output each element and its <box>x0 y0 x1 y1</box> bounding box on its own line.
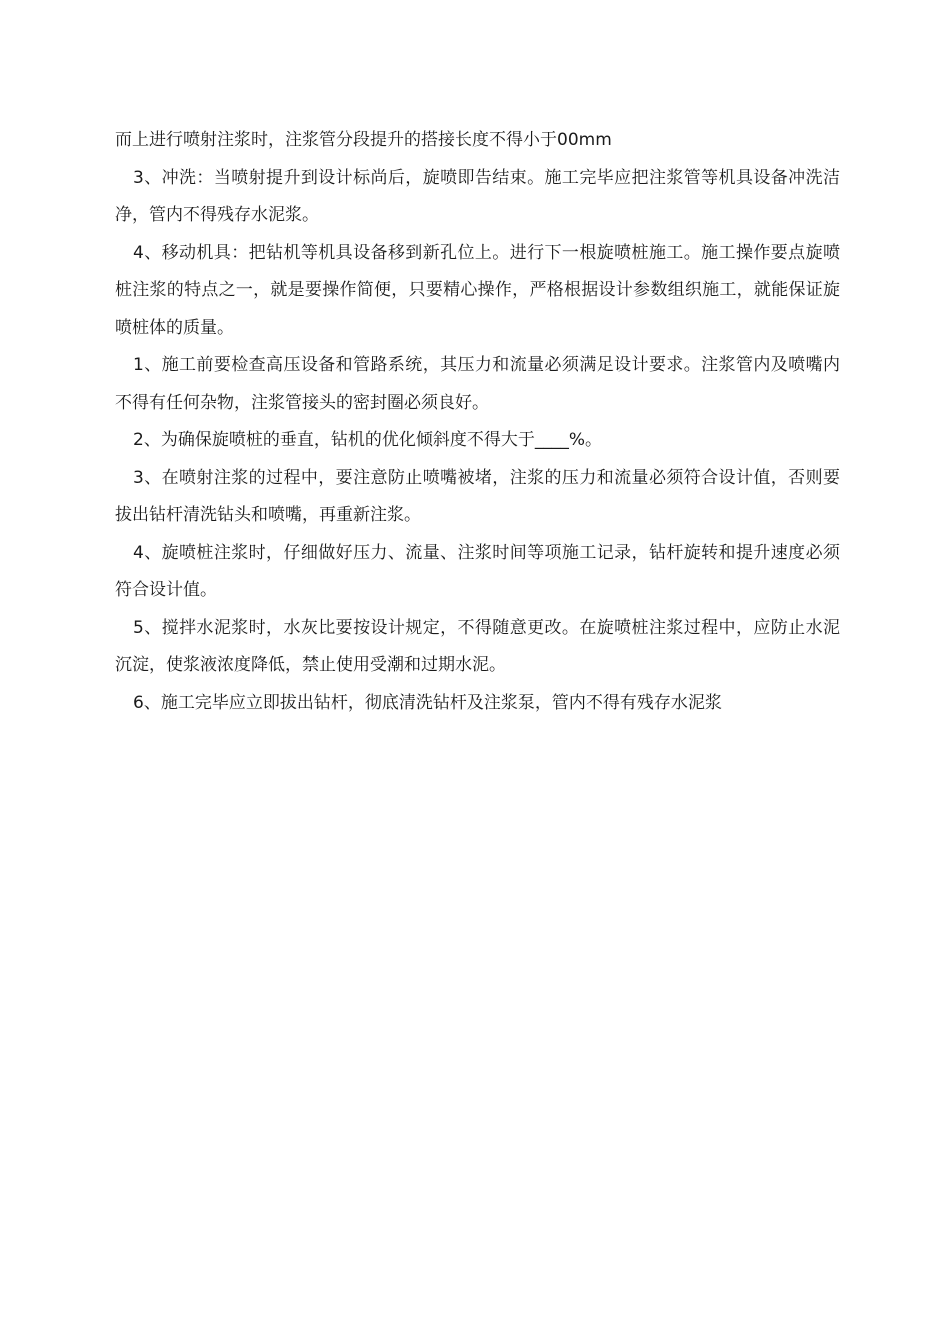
paragraph-point-3: 3、在喷射注浆的过程中，要注意防止喷嘴被堵，注浆的压力和流量必须符合设计值，否则要拔出钻杆清洗钻头和喷嘴，再重新注浆。 <box>115 467 840 525</box>
document-body <box>115 122 840 722</box>
paragraph-point-6: 6、施工完毕应立即拔出钻杆，彻底清洗钻杆及注浆泵，管内不得有残存水泥浆 <box>133 692 722 713</box>
paragraph-flushing: 3、冲洗：当喷射提升到设计标尚后，旋喷即告结束。施工完毕应把注浆管等机具设备冲洗洁净，管内不得残存水泥浆。 <box>115 167 840 225</box>
paragraph-point-5: 5、搅拌水泥浆时，水灰比要按设计规定，不得随意更改。在旋喷桩注浆过程中，应防止水泥沉淀，使浆液浓度降低，禁止使用受潮和过期水泥。 <box>115 617 840 675</box>
paragraph-point-1: 1、施工前要检查高压设备和管路系统，其压力和流量必须满足设计要求。注浆管内及喷嘴内不得有任何杂物，注浆管接头的密封圈必须良好。 <box>115 355 840 413</box>
paragraph-point-2: 2、为确保旋喷桩的垂直，钻机的优化倾斜度不得大于____%。 <box>133 430 602 450</box>
paragraph-continuation: 而上进行喷射注浆时，注浆管分段提升的搭接长度不得小于00mm <box>115 130 612 150</box>
paragraph-move-equipment: 4、移动机具：把钻机等机具设备移到新孔位上。进行下一根旋喷桩施工。施工操作要点旋喷桩注浆的特点之一，就是要操作简便，只要精心操作，严格根据设计参数组织施工，就能保证旋喷桩体的质量。 <box>115 242 840 338</box>
paragraph-point-4: 4、旋喷桩注浆时，仔细做好压力、流量、注浆时间等项施工记录，钻杆旋转和提升速度必须符合设计值。 <box>115 542 840 600</box>
